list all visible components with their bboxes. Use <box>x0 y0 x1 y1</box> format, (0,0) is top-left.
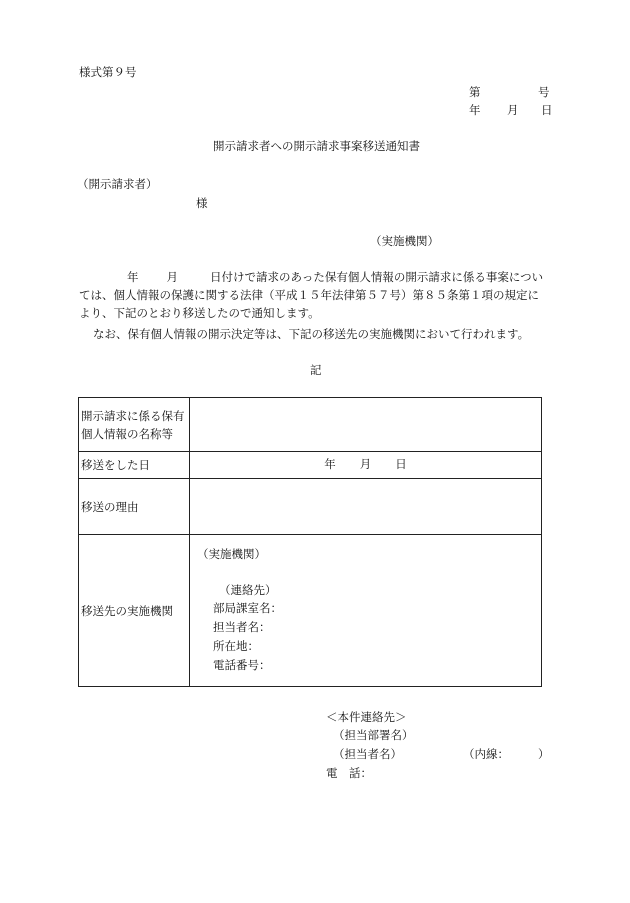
contact-phone: 電 話： <box>326 766 372 780</box>
ki-heading: 記 <box>310 363 322 377</box>
contact-department: （担当部署名） <box>333 728 414 742</box>
dest-phone: 電話番号： <box>213 658 271 672</box>
info-name-label: 開示請求に係る保有個人情報の名称等 <box>79 398 190 452</box>
table-row <box>79 479 542 535</box>
contact-extension-close: ） <box>538 747 550 761</box>
transfer-date-year: 年 <box>324 457 336 472</box>
transfer-date-month: 月 <box>359 457 372 472</box>
p1-year: 年 <box>127 270 139 284</box>
form-number: 様式第９号 <box>79 65 137 79</box>
sender-agency-label: （実施機関） <box>370 234 439 248</box>
contact-extension-open: （内線： <box>463 747 509 761</box>
transfer-date-day: 日 <box>395 457 407 472</box>
transfer-reason-label: 移送の理由 <box>79 479 190 535</box>
p1-text: 日付けで請求のあった保有個人情報の開示請求に係る事案については、個人情報の保護に関する法律（平成１５年法律第５７号）第８５条第１項の規定により、下記のとおり移送したので通知します。 <box>79 270 544 320</box>
p1-month: 月 <box>166 270 178 284</box>
dest-contact: （連絡先） <box>219 583 277 597</box>
doc-number-suffix: 号 <box>538 85 550 99</box>
info-name-value <box>190 398 542 452</box>
notice-paragraph-2 <box>79 325 547 343</box>
transfer-reason-value <box>190 479 542 535</box>
destination-agency-label: 移送先の実施機関 <box>79 535 190 687</box>
date-year: 年 <box>469 103 481 117</box>
doc-number-prefix: 第 <box>469 85 481 99</box>
transfer-details-table <box>78 397 542 687</box>
date-day: 日 <box>541 103 553 117</box>
document-title: 開示請求者への開示請求事案移送通知書 <box>213 139 420 153</box>
dest-address: 所在地： <box>213 639 259 653</box>
notice-paragraph-1 <box>79 268 547 322</box>
contact-header: ＜本件連絡先＞ <box>326 710 407 724</box>
recipient-label: （開示請求者） <box>77 177 158 191</box>
dest-person: 担当者名： <box>213 620 271 634</box>
transfer-date-value <box>190 452 542 479</box>
table-row <box>79 452 542 479</box>
p2-text: なお、保有個人情報の開示決定等は、下記の移送先の実施機関において行われます。 <box>93 327 530 341</box>
recipient-honorific: 様 <box>196 196 208 210</box>
table-row <box>79 535 542 687</box>
dest-agency: （実施機関） <box>197 547 266 561</box>
transfer-date-label: 移送をした日 <box>79 452 190 479</box>
contact-person: （担当者名） <box>333 747 402 761</box>
table-row <box>79 398 542 452</box>
destination-agency-value <box>190 535 542 687</box>
dest-department: 部局課室名： <box>213 601 282 615</box>
date-month: 月 <box>507 103 519 117</box>
